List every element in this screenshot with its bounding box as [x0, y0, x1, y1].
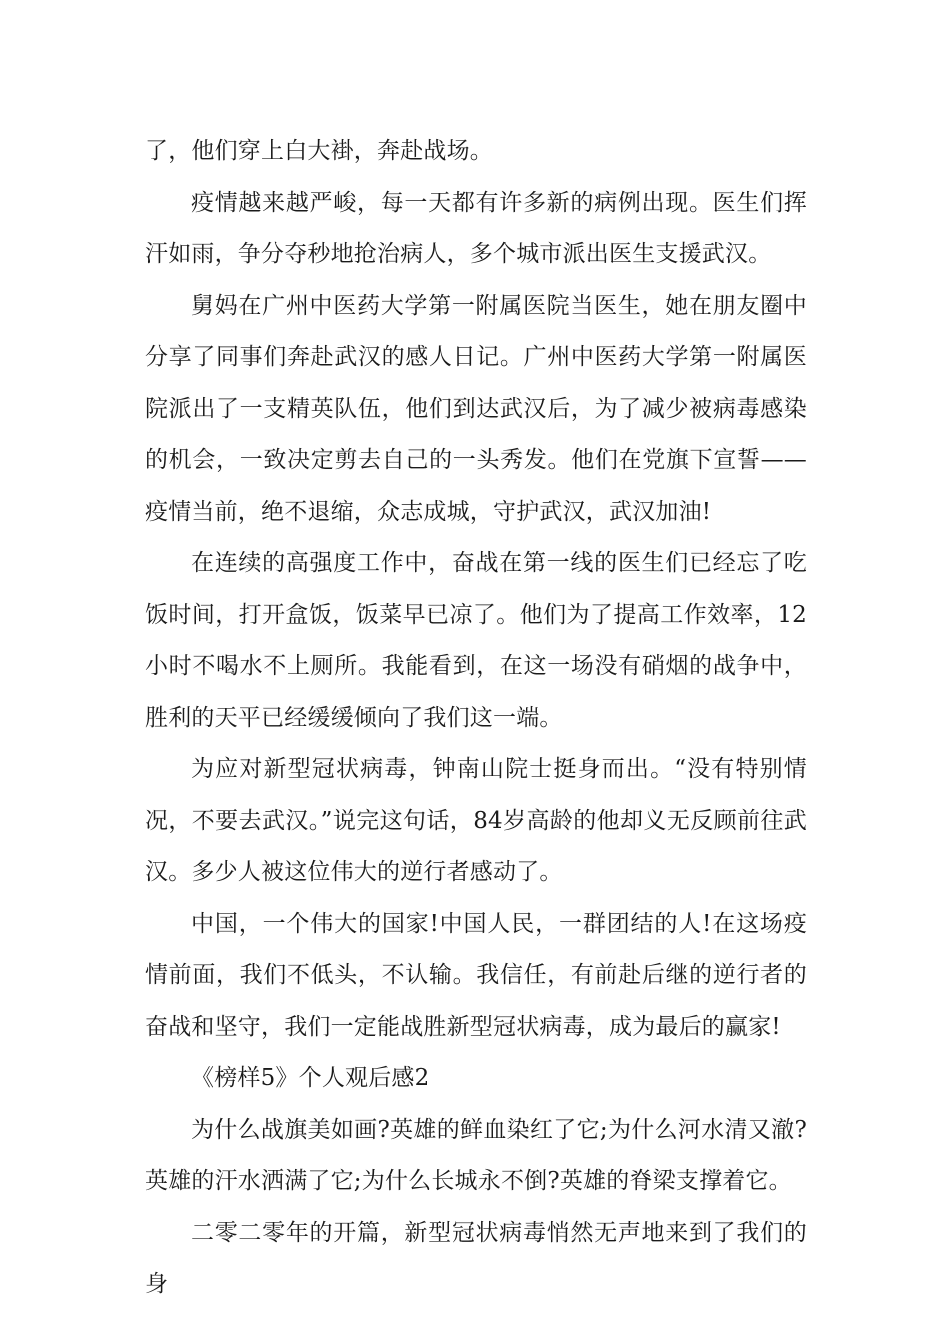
- paragraph-epidemic: 疫情越来越严峻，每一天都有许多新的病例出现。医生们挥汗如雨，争分夺秒地抢治病人，多个城市派出医生支援武汉。: [145, 189, 807, 267]
- section-heading: 《榜样5》个人观后感2: [191, 1065, 430, 1091]
- paragraph-zhong-nanshan: 为应对新型冠状病毒，钟南山院士挺身而出。“没有特别情况，不要去武汉。”说完这句话，84岁高龄的他却义无反顾前往武汉。多少人被这位伟大的逆行者感动了。: [145, 756, 807, 885]
- paragraph-china: 中国，一个伟大的国家!中国人民，一群团结的人!在这场疫情前面，我们不低头，不认输。我信任，有前赴后继的逆行者的奋战和坚守，我们一定能战胜新型冠状病毒，成为最后的赢家!: [145, 910, 807, 1040]
- paragraph-aunt-doctor: 舅妈在广州中医药大学第一附属医院当医生，她在朋友圈中分享了同事们奔赴武汉的感人日记。广州中医药大学第一附属医院派出了一支精英队伍，他们到达武汉后，为了减少被病毒感染的机会，一致决定剪去自己的一头秀发。他们在党旗下宣誓——疫情当前，绝不退缩，众志成城，守护武汉，武汉加油!: [145, 292, 807, 525]
- paragraph-heroes: 为什么战旗美如画?英雄的鲜血染红了它;为什么河水清又澈?英雄的汗水洒满了它;为什么长城永不倒?英雄的脊梁支撑着它。: [145, 1116, 807, 1194]
- document-body: [145, 126, 807, 1311]
- paragraph-frontline: 在连续的高强度工作中，奋战在第一线的医生们已经忘了吃饭时间，打开盒饭，饭菜早已凉了。他们为了提高工作效率，12小时不喝水不上厕所。我能看到，在这一场没有硝烟的战争中，胜利的天平已经缓缓倾向了我们这一端。: [145, 550, 807, 731]
- paragraph-2020: 二零二零年的开篇，新型冠状病毒悄然无声地来到了我们的身: [145, 1219, 807, 1297]
- paragraph-continuation: 了，他们穿上白大褂，奔赴战场。: [145, 138, 493, 164]
